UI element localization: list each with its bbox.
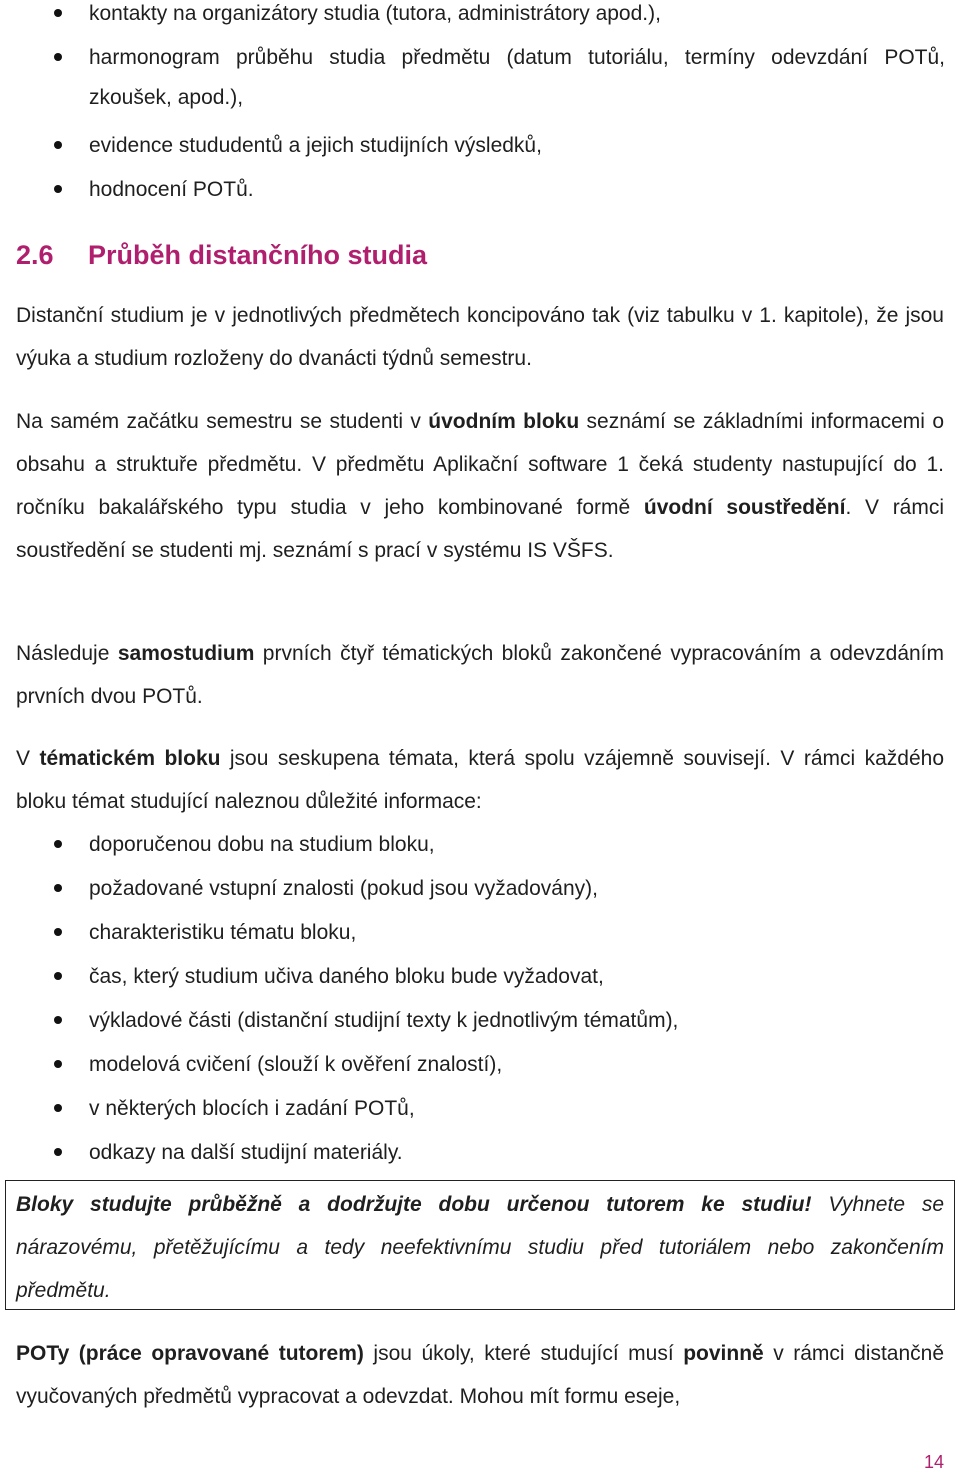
- bullet-icon: [54, 972, 62, 980]
- bullet-icon: [54, 9, 62, 17]
- paragraph-intro: Distanční studium je v jednotlivých předmětech koncipováno tak (viz tabulku v 1. kapitole), že jsou výuka a studium rozloženy do dvanácti týdnů semestru.: [16, 304, 944, 370]
- paragraph-self-study: Následuje samostudium prvních čtyř tématických bloků zakončené vypracováním a odevzdáním prvních dvou POTů.: [16, 642, 945, 708]
- document-page: kontakty na organizátory studia (tutora, administrátory apod.), harmonogram průběhu studia předmětu (datum tutoriálu, termíny odevzdání POTů, zkoušek, apod.), evidence stududentů a jejich studijních výsledků, hodnocení POTů. 2.6 Průběh distančního studia Distanční studium je v jednotlivých předmětech koncipováno tak (viz tabulku v 1. kapitole), že jsou výuka a studium rozloženy do dvanácti týdnů semestru. Na samém začátku semestru se studenti v úvodním bloku seznámí se základními informacemi o obsahu a struktuře předmětu. V předmětu Aplikační software 1 čeká studenty nastupující do 1. ročníku bakalářského typu studia v jeho kombinované formě úvodní soustředění. V rámci soustředění se studenti mj. seznámí s prací v systému IS VŠFS. Následuje samostudium prvních čtyř tématických bloků zakončené vypracováním a odevzdáním prvních dvou POTů. V tématickém bloku jsou seskupena témata, která spolu vzájemně souvisejí. V rámci každého bloku témat studující naleznou důležité informace: doporučenou dobu na studium bloku, požadované vstupní znalosti (pokud jsou vyžadovány), charakteristiku tématu bloku, čas, který studium učiva daného bloku bude vyžadovat, výkladové části (distanční studijní texty k jednotlivým tématům), modelová cvičení (slouží k ověření znalostí), v některých blocích i zadání POTů, odkazy na další studijní materiály. Bloky studujte průběžně a dodržujte dobu určenou tutorem ke studiu! Vyhnete se nárazovému, přetěžujícímu a tedy neefektivnímu studiu před tutoriálem nebo zakončením předmětu. POTy (práce opravované tutorem) jsou úkoly, které studující musí povinně v rámci distančně vyučovaných předmětů vypracovat a odevzdat. Mohou mít formu eseje, 14: [0, 0, 960, 1472]
- paragraph-thematic-block: V tématickém bloku jsou seskupena témata, která spolu vzájemně souvisejí. V rámci každého bloku témat studující naleznou důležité informace:: [16, 747, 944, 813]
- study-tip-box: [5, 1180, 955, 1310]
- bullet-icon: [54, 53, 62, 61]
- paragraph-intro-block: Na samém začátku semestru se studenti v úvodním bloku seznámí se základními informacemi o obsahu a struktuře předmětu. V předmětu Aplikační software 1 čeká studenty nastupující do 1. ročníku bakalářského typu studia v jeho kombinované formě úvodní soustředění. V rámci soustředění se studenti mj. seznámí s prací v systému IS VŠFS.: [16, 410, 945, 562]
- bullet-icon: [54, 840, 62, 848]
- section-number: 2.6: [16, 240, 54, 270]
- bullet-icon: [54, 928, 62, 936]
- section-heading: [16, 240, 427, 271]
- bullet-icon: [54, 185, 62, 193]
- bullet-icon: [54, 1148, 62, 1156]
- bullet-icon: [54, 1016, 62, 1024]
- bullet-icon: [54, 1060, 62, 1068]
- bullet-icon: [54, 884, 62, 892]
- section-title: Průběh distančního studia: [88, 240, 428, 270]
- page-number: 14: [923, 1452, 944, 1472]
- paragraph-pot-definition: POTy (práce opravované tutorem) jsou úkoly, které studující musí povinně v rámci distančně vyučovaných předmětů vypracovat a odevzdat. Mohou mít formu eseje,: [16, 1342, 945, 1408]
- bullet-icon: [54, 1104, 62, 1112]
- bullet-icon: [54, 141, 62, 149]
- study-tip-text: Bloky studujte průběžně a dodržujte dobu určenou tutorem ke studiu! Vyhnete se nárazovému, přetěžujícímu a tedy neefektivnímu studiu před tutoriálem nebo zakončením předmětu.: [16, 1193, 944, 1302]
